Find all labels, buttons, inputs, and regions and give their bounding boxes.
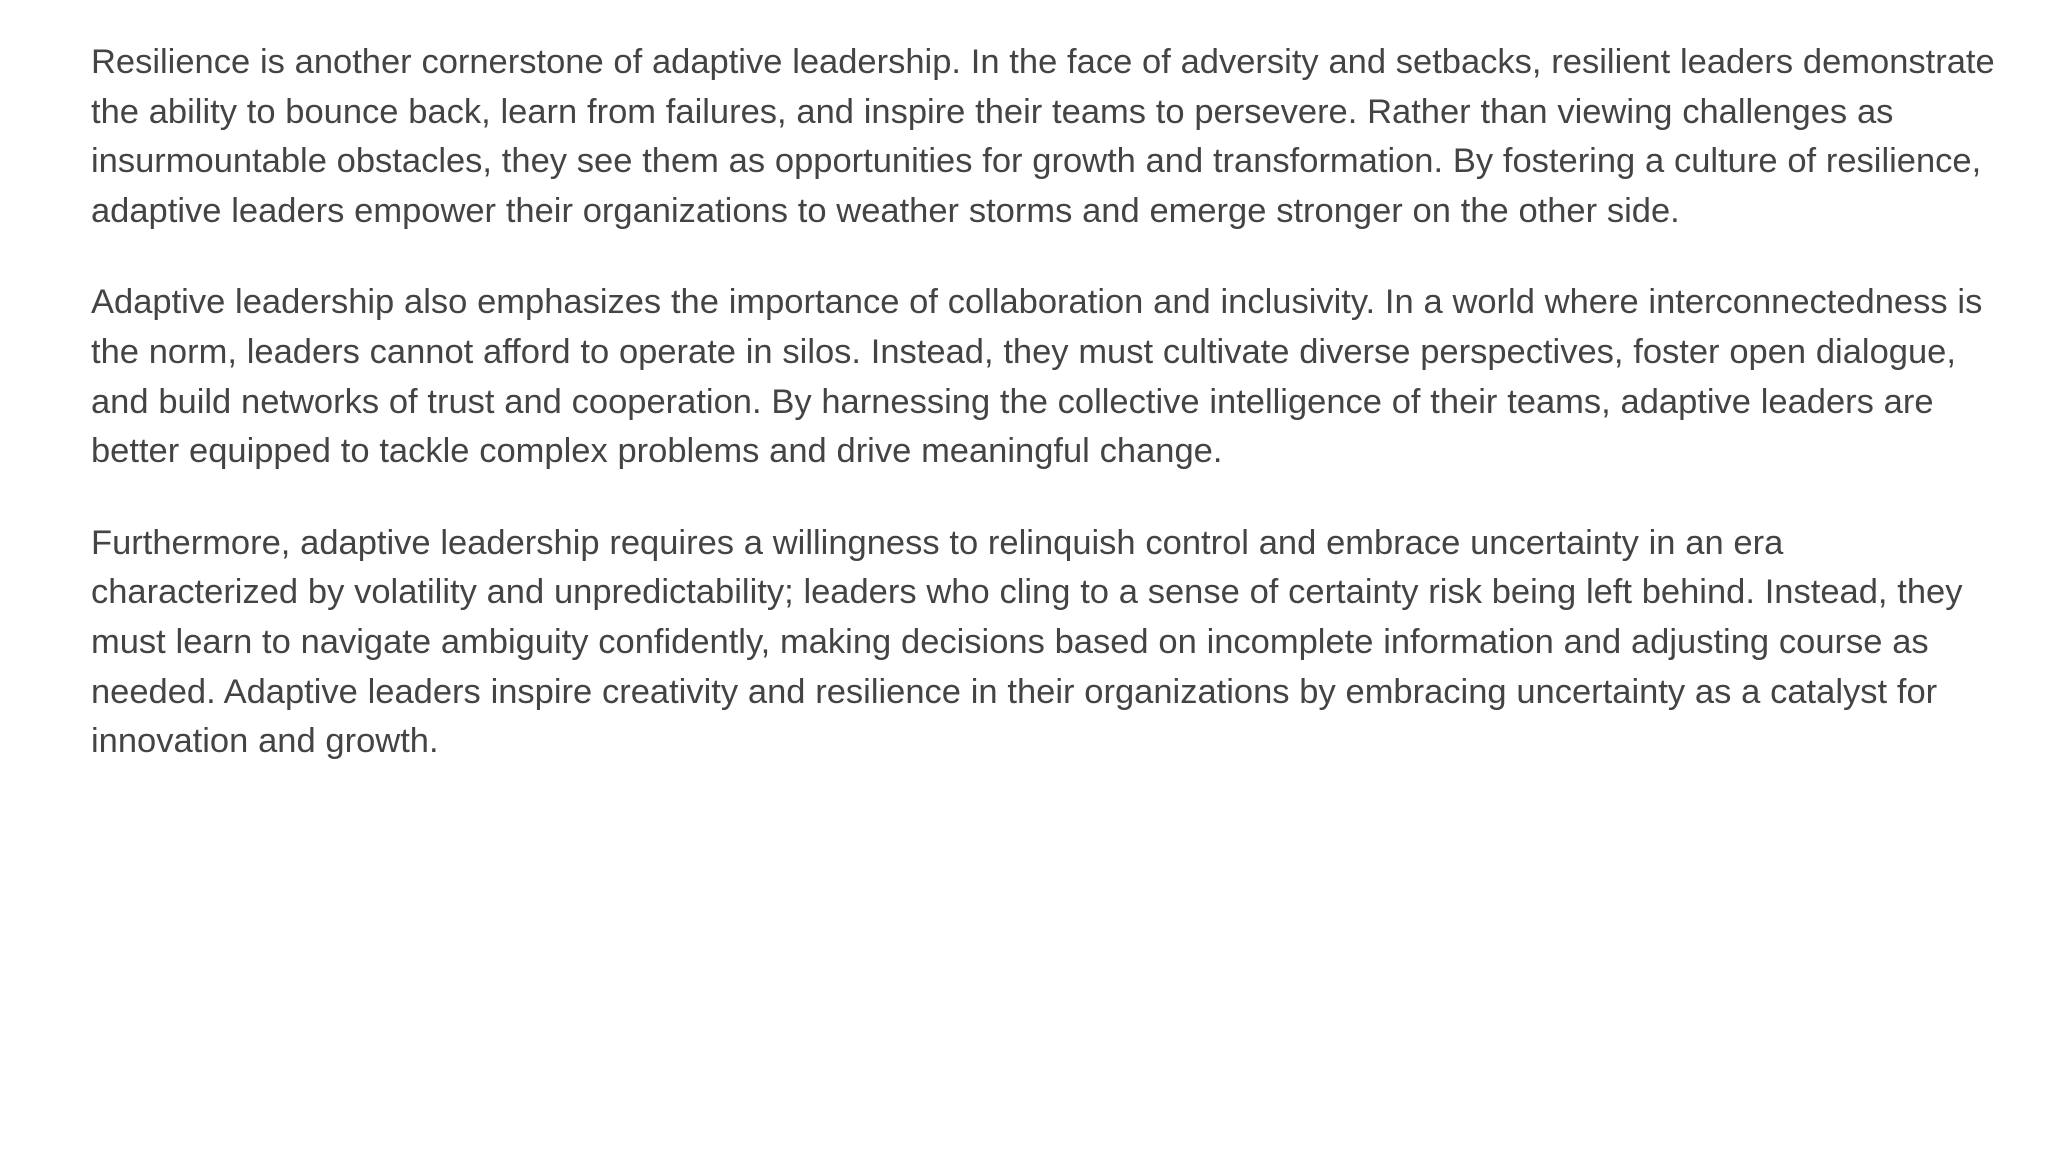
document-body bbox=[91, 38, 1996, 809]
paragraph-collaboration: Adaptive leadership also emphasizes the importance of collaboration and inclusivity. In a world where interconnectedness is the norm, leaders cannot afford to operate in silos. Instead, they must cultivate diverse perspectives, foster open dialogue, and build networks of trust and cooperation. By harnessing the collective intelligence of their teams, adaptive leaders are better equipped to tackle complex problems and drive meaningful change. bbox=[91, 283, 1983, 471]
paragraph-uncertainty: Furthermore, adaptive leadership requires a willingness to relinquish control and embrace uncertainty in an era characterized by volatility and unpredictability; leaders who cling to a sense of certainty risk being left behind. Instead, they must learn to navigate ambiguity confidently, making decisions based on incomplete information and adjusting course as needed. Adaptive leaders inspire creativity and resilience in their organizations by embracing uncertainty as a catalyst for innovation and growth. bbox=[91, 523, 1963, 761]
paragraph-resilience: Resilience is another cornerstone of adaptive leadership. In the face of adversity and setbacks, resilient leaders demonstrate the ability to bounce back, learn from failures, and inspire their teams to persevere. Rather than viewing challenges as insurmountable obstacles, they see them as opportunities for growth and transformation. By fostering a culture of resilience, adaptive leaders empower their organizations to weather storms and emerge stronger on the other side. bbox=[91, 43, 1995, 230]
